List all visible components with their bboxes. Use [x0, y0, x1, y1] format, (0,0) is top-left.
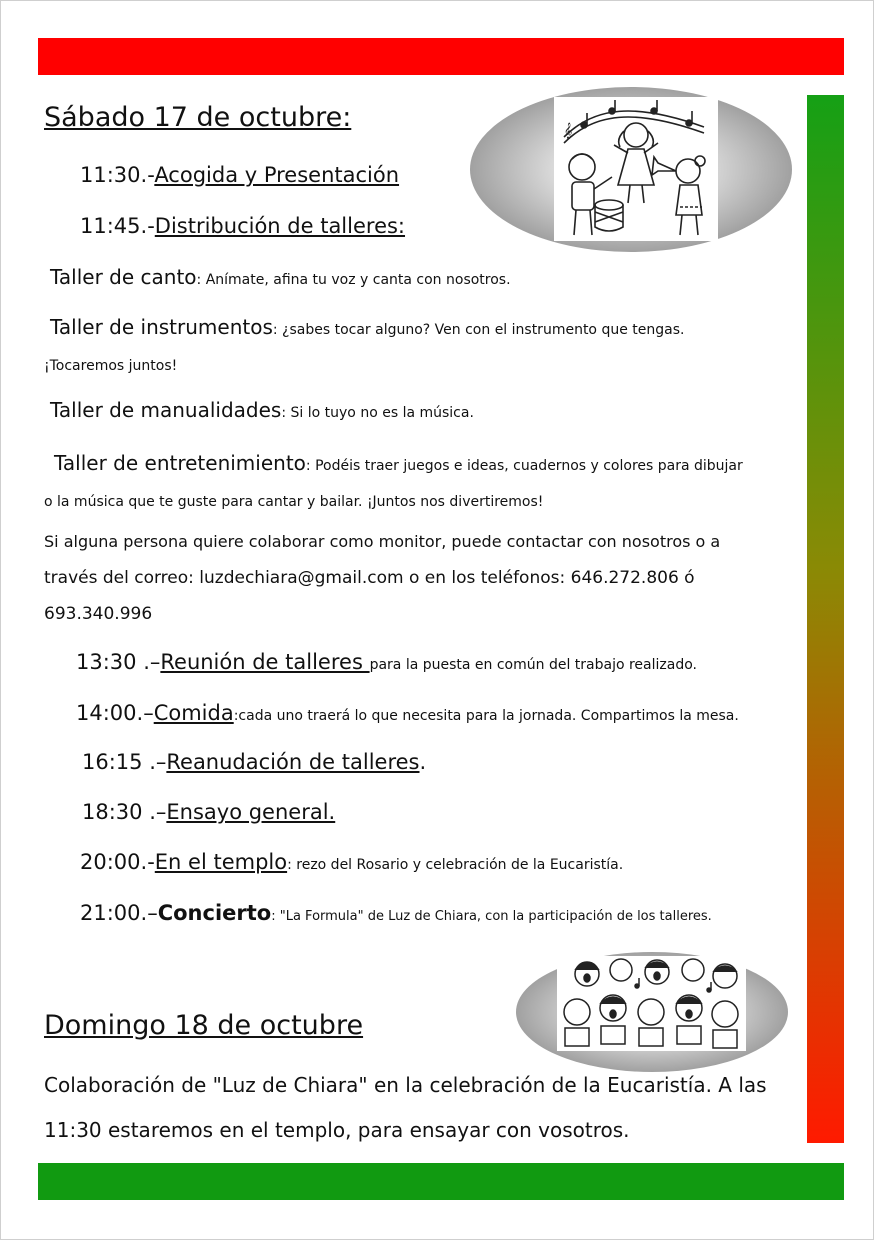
taller-instrumentos-text: : ¿sabes tocar alguno? Ven con el instrumento que tengas. — [272, 322, 685, 338]
text-reunion: para la puesta en común del trabajo realizado. — [369, 657, 697, 673]
time-1615: 16:15 .– — [82, 750, 167, 774]
label-acogida: Acogida y Presentación — [154, 163, 400, 187]
sunday-text-1: Colaboración de "Luz de Chiara" en la celebración de la Eucaristía. A las — [44, 1073, 767, 1097]
time-1145: 11:45.- — [80, 214, 155, 238]
label-distribucion: Distribución de talleres: — [154, 214, 406, 238]
schedule-1615 — [82, 750, 426, 774]
taller-canto-text: : Anímate, afina tu voz y canta con nosotros. — [196, 272, 511, 288]
schedule-1145 — [80, 214, 405, 238]
taller-instrumentos-text-2: ¡Tocaremos juntos! — [44, 358, 178, 374]
children-music-illustration — [554, 97, 718, 241]
taller-manualidades-text: : Si lo tuyo no es la música. — [281, 405, 474, 421]
taller-entretenimiento — [54, 451, 743, 475]
taller-canto-title: Taller de canto — [50, 265, 197, 289]
text-concierto: : "La Formula" de Luz de Chiara, con la participación de los talleres. — [271, 909, 712, 924]
time-1400: 14:00.– — [76, 701, 154, 725]
time-2100: 21:00.– — [80, 901, 158, 925]
taller-entretenimiento-text-2: o la música que te guste para cantar y bailar. ¡Juntos nos divertiremos! — [44, 494, 544, 510]
schedule-1330 — [76, 650, 697, 674]
taller-entretenimiento-title: Taller de entretenimiento — [54, 451, 306, 475]
time-1330: 13:30 .– — [76, 650, 161, 674]
schedule-1130 — [80, 163, 399, 187]
taller-manualidades — [50, 398, 474, 422]
label-concierto: Concierto — [157, 901, 272, 925]
svg-text:𝄞: 𝄞 — [564, 123, 573, 139]
collab-line-1: Si alguna persona quiere colaborar como monitor, puede contactar con nosotros o a — [44, 532, 721, 551]
collab-line-2: través del correo: luzdechiara@gmail.com o en los teléfonos: 646.272.806 ó — [44, 568, 695, 588]
taller-instrumentos — [50, 315, 684, 339]
top-red-bar — [38, 38, 844, 75]
schedule-2000 — [80, 850, 623, 874]
text-comida: :cada uno traerá lo que necesita para la jornada. Compartimos la mesa. — [233, 708, 739, 724]
time-2000: 20:00.- — [80, 850, 155, 874]
taller-entretenimiento-text: : Podéis traer juegos e ideas, cuadernos y colores para dibujar — [305, 458, 743, 474]
bottom-green-bar — [38, 1163, 844, 1200]
taller-instrumentos-title: Taller de instrumentos — [50, 315, 273, 339]
label-ensayo: Ensayo general. — [166, 800, 336, 824]
text-templo: : rezo del Rosario y celebración de la Eucaristía. — [287, 857, 624, 873]
time-1130: 11:30.- — [80, 163, 155, 187]
collab-line-3: 693.340.996 — [44, 604, 153, 624]
sunday-title: Domingo 18 de octubre — [44, 1010, 364, 1041]
schedule-1830 — [82, 800, 335, 824]
label-comida: Comida — [153, 701, 234, 725]
sunday-text-2: 11:30 estaremos en el templo, para ensayar con vosotros. — [44, 1118, 630, 1142]
text-reanudacion: . — [419, 750, 427, 774]
choir-singers-illustration — [557, 956, 746, 1051]
label-reunion: Reunión de talleres — [160, 650, 370, 674]
taller-canto — [50, 265, 511, 289]
side-gradient-bar — [807, 95, 844, 1143]
taller-manualidades-title: Taller de manualidades — [50, 398, 282, 422]
label-reanudacion: Reanudación de talleres — [166, 750, 420, 774]
schedule-2100 — [80, 901, 712, 925]
label-templo: En el templo — [154, 850, 288, 874]
schedule-1400 — [76, 701, 739, 725]
time-1830: 18:30 .– — [82, 800, 167, 824]
saturday-title: Sábado 17 de octubre: — [44, 102, 352, 133]
